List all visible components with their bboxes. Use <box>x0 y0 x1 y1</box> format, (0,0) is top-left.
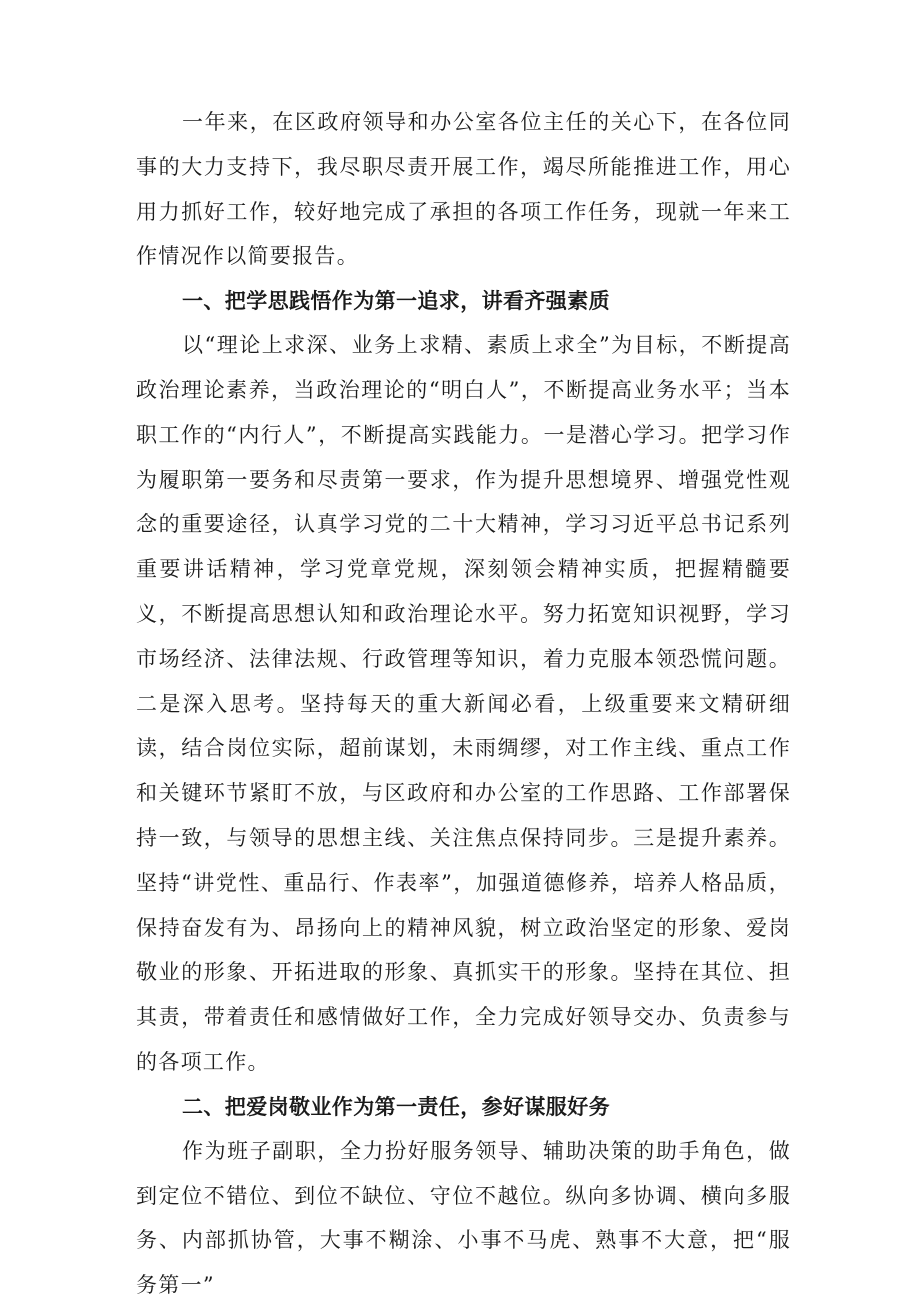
section-2-heading: 二、把爱岗敬业作为第一责任，参好谋服好务 <box>182 1094 610 1119</box>
section-1-paragraph: 以“理论上求深、业务上求精、素质上求全”为目标，不断提高政治理论素养，当政治理论的“明白人”，不断提高业务水平；当本职工作的“内行人”，不断提高实践能力。一是潜心学习。把学习作为履职第一要务和尽责第一要求，作为提升思想境界、增强党性观念的重要途径，认真学习党的二十大精神，学习习近平总书记系列重要讲话精神，学习党章党规，深刻领会精神实质，把握精髓要义，不断提高思想认知和政治理论水平。努力拓宽知识视野，学习市场经济、法律法规、行政管理等知识，着力克服本领恐慌问题。二是深入思考。坚持每天的重大新闻必看，上级重要来文精研细读，结合岗位实际，超前谋划，未雨绸缪，对工作主线、重点工作和关键环节紧盯不放，与区政府和办公室的工作思路、工作部署保持一致，与领导的思想主线、关注焦点保持同步。三是提升素养。坚持“讲党性、重品行、作表率”，加强道德修养，培养人格品质，保持奋发有为、昂扬向上的精神风貌，树立政治坚定的形象、爱岗敬业的形象、开拓进取的形象、真抓实干的形象。坚持在其位、担其责，带着责任和感情做好工作，全力完成好领导交办、负责参与的各项工作。 <box>136 333 791 1074</box>
intro-paragraph: 一年来，在区政府领导和办公室各位主任的关心下，在各位同事的大力支持下，我尽职尽责开展工作，竭尽所能推进工作，用心用力抓好工作，较好地完成了承担的各项工作任务，现就一年来工作情况作以简要报告。 <box>136 110 791 269</box>
section-1-heading: 一、把学思践悟作为第一追求，讲看齐强素质 <box>182 289 610 314</box>
document-page <box>136 100 791 1308</box>
section-2-paragraph: 作为班子副职，全力扮好服务领导、辅助决策的助手角色，做到定位不错位、到位不缺位、守位不越位。纵向多协调、横向多服务、内部抓协管，大事不糊涂、小事不马虎、熟事不大意，把“服务第一” <box>136 1138 791 1298</box>
